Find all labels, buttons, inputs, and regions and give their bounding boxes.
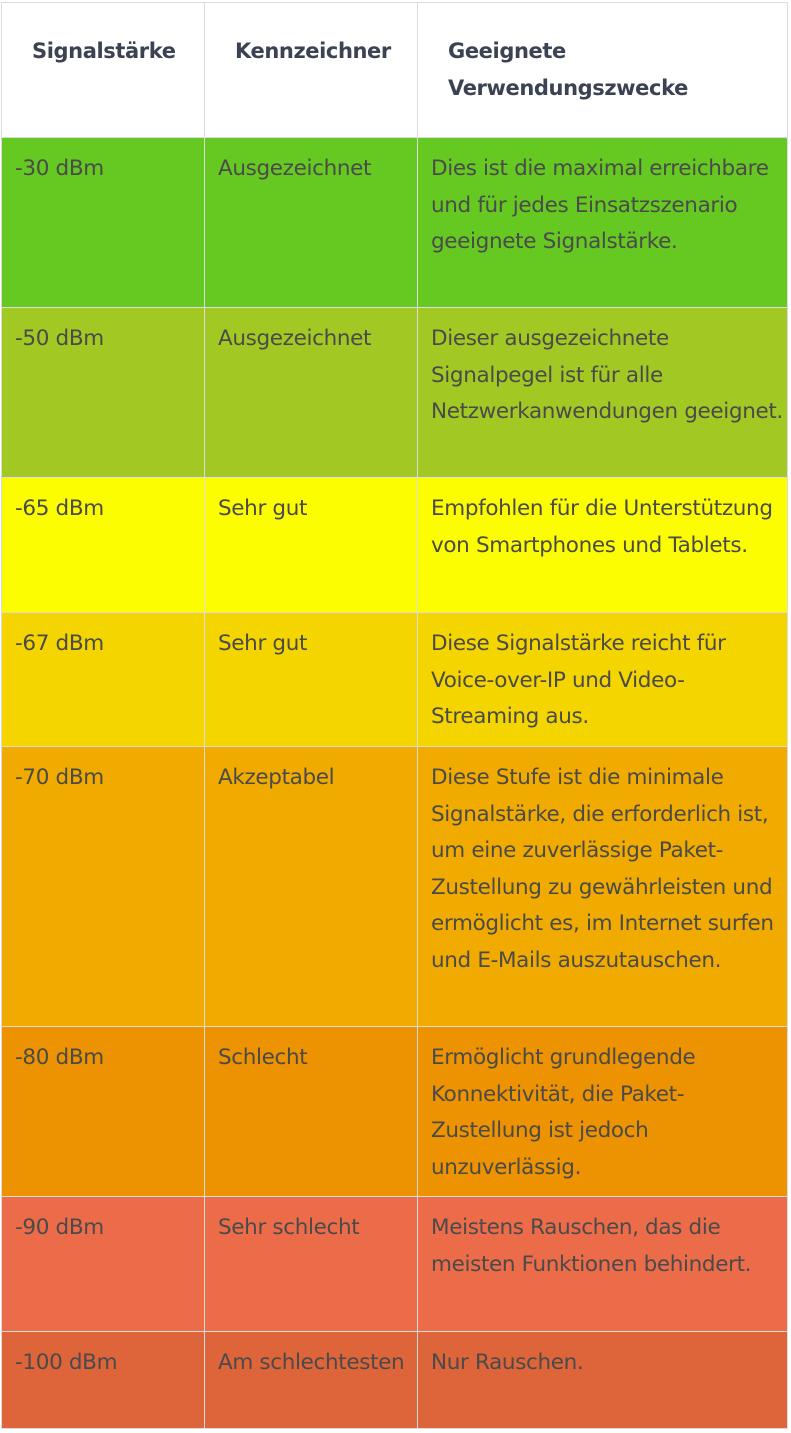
header-signal-strength: Signalstärke xyxy=(2,3,205,138)
table-body xyxy=(2,138,788,1429)
usage-cell: Empfohlen für die Unterstützung von Smartphones und Tablets. xyxy=(418,478,788,613)
usage-cell: Dieser ausgezeichnete Signalpegel ist für alle Netzwerkanwendungen geeignet. xyxy=(418,308,788,478)
usage-cell: Ermöglicht grundlegende Konnektivität, die Paket-Zustellung ist jedoch unzuverlässig. xyxy=(418,1027,788,1197)
signal-strength-table xyxy=(1,2,788,1429)
table-row xyxy=(2,747,788,1027)
usage-cell: Nur Rauschen. xyxy=(418,1332,788,1429)
table-row xyxy=(2,1197,788,1332)
table-row xyxy=(2,1027,788,1197)
rating-cell: Schlecht xyxy=(205,1027,418,1197)
table-row xyxy=(2,613,788,747)
signal-level-cell: -90 dBm xyxy=(2,1197,205,1332)
table-row xyxy=(2,478,788,613)
rating-cell: Ausgezeichnet xyxy=(205,138,418,308)
signal-level-cell: -70 dBm xyxy=(2,747,205,1027)
signal-level-cell: -100 dBm xyxy=(2,1332,205,1429)
rating-cell: Am schlechtesten xyxy=(205,1332,418,1429)
table-row xyxy=(2,1332,788,1429)
signal-level-cell: -65 dBm xyxy=(2,478,205,613)
usage-cell: Diese Signalstärke reicht für Voice-over-IP und Video-Streaming aus. xyxy=(418,613,788,747)
usage-cell: Dies ist die maximal erreichbare und für jedes Einsatzszenario geeignete Signalstärke. xyxy=(418,138,788,308)
rating-cell: Sehr gut xyxy=(205,478,418,613)
signal-level-cell: -30 dBm xyxy=(2,138,205,308)
rating-cell: Sehr gut xyxy=(205,613,418,747)
signal-level-cell: -80 dBm xyxy=(2,1027,205,1197)
usage-cell: Diese Stufe ist die minimale Signalstärke, die erforderlich ist, um eine zuverlässige Paket-Zustellung zu gewährleisten und ermöglicht es, im Internet surfen und E-Mails auszutauschen. xyxy=(418,747,788,1027)
table-row xyxy=(2,138,788,308)
header-suitable-uses: Geeignete Verwendungszwecke xyxy=(418,3,788,138)
rating-cell: Akzeptabel xyxy=(205,747,418,1027)
rating-cell: Sehr schlecht xyxy=(205,1197,418,1332)
table-header xyxy=(2,3,788,138)
usage-cell: Meistens Rauschen, das die meisten Funktionen behindert. xyxy=(418,1197,788,1332)
table-row xyxy=(2,308,788,478)
rating-cell: Ausgezeichnet xyxy=(205,308,418,478)
signal-level-cell: -50 dBm xyxy=(2,308,205,478)
header-row xyxy=(2,3,788,138)
header-identifier: Kennzeichner xyxy=(205,3,418,138)
signal-level-cell: -67 dBm xyxy=(2,613,205,747)
